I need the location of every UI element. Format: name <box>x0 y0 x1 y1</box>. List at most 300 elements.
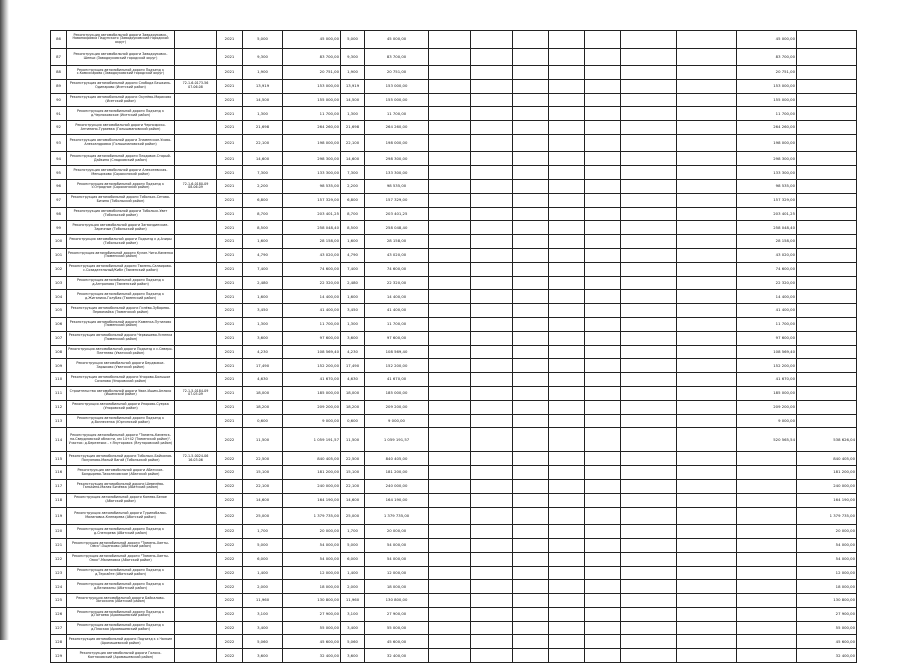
length-km: 0,600 <box>243 414 283 428</box>
empty-cell <box>585 580 621 594</box>
empty-cell <box>677 207 737 221</box>
empty-cell <box>677 276 737 290</box>
empty-cell <box>585 276 621 290</box>
length-km-2: 3,450 <box>341 304 365 318</box>
cost-2021: 74 600,00 <box>737 262 797 276</box>
registry-code <box>175 649 217 663</box>
empty-cell <box>471 480 513 494</box>
empty-cell <box>429 79 471 93</box>
empty-cell <box>549 93 585 107</box>
length-km: 3,600 <box>243 649 283 663</box>
cost-2022 <box>797 193 857 207</box>
road-name: Реконструкция автомобильной дороги Гилёво-Зубарево-Первомайка (Тюменский район) <box>67 304 175 318</box>
empty-cell <box>549 276 585 290</box>
total-cost: 9 000,00 <box>283 414 341 428</box>
road-name: Реконструкция автомобильной дороги Подъезд к д.Ачиры (Тобольский район) <box>67 235 175 249</box>
empty-cell <box>513 428 549 452</box>
empty-cell <box>429 249 471 263</box>
empty-cell <box>621 373 677 387</box>
empty-cell <box>677 93 737 107</box>
cost-2021: 20 751,00 <box>737 66 797 80</box>
cost-2021 <box>737 452 797 466</box>
table-row <box>51 552 857 566</box>
total-cost: 155 000,00 <box>283 93 341 107</box>
cost-2021: 28 158,00 <box>737 235 797 249</box>
empty-cell <box>513 414 549 428</box>
row-number: 126 <box>51 607 67 621</box>
year: 2022 <box>217 566 243 580</box>
empty-cell <box>677 180 737 194</box>
table-row <box>51 373 857 387</box>
cost-2021: 41 400,00 <box>737 304 797 318</box>
total-cost: 298 300,00 <box>283 152 341 166</box>
road-name: Реконструкция автомобильной дороги Подъезд к с.Отрадное (Сорокинский район) <box>67 180 175 194</box>
registry-code <box>175 466 217 480</box>
empty-cell <box>621 400 677 414</box>
row-number: 121 <box>51 538 67 552</box>
road-name: Реконструкция автомобильной дороги Подъезд к д.Потаева (Аромашевский район) <box>67 607 175 621</box>
length-km: 3,100 <box>243 607 283 621</box>
cost-2021 <box>737 493 797 507</box>
year: 2022 <box>217 594 243 608</box>
cost-2022: 54 000,00 <box>797 552 857 566</box>
table-row <box>51 607 857 621</box>
table-row <box>51 166 857 180</box>
empty-cell <box>585 290 621 304</box>
empty-cell <box>549 48 585 66</box>
empty-cell <box>621 193 677 207</box>
cost-2021 <box>737 621 797 635</box>
empty-cell <box>621 480 677 494</box>
empty-cell <box>429 290 471 304</box>
length-km: 22,500 <box>243 452 283 466</box>
empty-cell <box>549 249 585 263</box>
row-number: 98 <box>51 207 67 221</box>
empty-cell <box>513 452 549 466</box>
empty-cell <box>471 373 513 387</box>
empty-cell <box>513 607 549 621</box>
empty-cell <box>471 66 513 80</box>
cost-2021: 153 000,00 <box>737 79 797 93</box>
total-cost: 108 569,40 <box>283 345 341 359</box>
empty-cell <box>677 649 737 663</box>
row-number: 128 <box>51 635 67 649</box>
empty-cell <box>585 538 621 552</box>
length-km: 1,400 <box>243 566 283 580</box>
road-name: Реконструкция автомобильной дороги Подъезд к д.Велижаны (Абатский район) <box>67 580 175 594</box>
year: 2021 <box>217 221 243 235</box>
length-km: 14,500 <box>243 93 283 107</box>
year: 2021 <box>217 79 243 93</box>
empty-cell <box>677 31 737 49</box>
empty-cell <box>471 594 513 608</box>
cost-2022 <box>797 166 857 180</box>
row-number: 116 <box>51 466 67 480</box>
total-cost: 133 300,00 <box>283 166 341 180</box>
table-row <box>51 359 857 373</box>
length-km-2: 1,300 <box>341 318 365 332</box>
cost-2021: 152 200,00 <box>737 359 797 373</box>
table-row <box>51 331 857 345</box>
empty-cell <box>677 290 737 304</box>
total-cost: 45 600,00 <box>283 635 341 649</box>
cost-2021: 9 000,00 <box>737 414 797 428</box>
empty-cell <box>549 493 585 507</box>
registry-code <box>175 538 217 552</box>
empty-cell <box>513 107 549 121</box>
empty-cell <box>471 276 513 290</box>
empty-cell <box>585 466 621 480</box>
empty-cell <box>549 31 585 49</box>
cost-2021: 203 401,25 <box>737 207 797 221</box>
length-km-2: 22,100 <box>341 480 365 494</box>
table-row <box>51 452 857 466</box>
road-name: Реконструкция автомобильной дороги Бердюжье-Зарыково (Уватский район) <box>67 359 175 373</box>
empty-cell <box>513 493 549 507</box>
cost-2022 <box>797 276 857 290</box>
road-name: Реконструкция автомобильной дороги Тобольск-Байкалов-Полуяново-Малый Вагай (Тобольский район) <box>67 452 175 466</box>
empty-cell <box>549 193 585 207</box>
length-km: 15,100 <box>243 466 283 480</box>
length-km: 14,600 <box>243 152 283 166</box>
empty-cell <box>677 304 737 318</box>
length-km-2: 18,200 <box>341 400 365 414</box>
empty-cell <box>429 345 471 359</box>
length-km-2: 18,000 <box>341 387 365 401</box>
table-row <box>51 276 857 290</box>
cost-2021 <box>737 649 797 663</box>
empty-cell <box>549 235 585 249</box>
cost-2021 <box>737 507 797 525</box>
length-km: 18,200 <box>243 400 283 414</box>
empty-cell <box>429 566 471 580</box>
total-cost-2: 164 190,00 <box>365 493 429 507</box>
road-name: Реконструкция автомобильной дороги Плодовое-Старый-Дайкино (Сладковский район) <box>67 152 175 166</box>
cost-2021 <box>737 594 797 608</box>
registry-code: 72-1-6-0173-56 07.06.08 <box>175 79 217 93</box>
total-cost: 55 000,00 <box>283 621 341 635</box>
cost-2021: 97 600,00 <box>737 331 797 345</box>
empty-cell <box>513 400 549 414</box>
road-name: Реконструкция автомобильной дороги Червишево-Успенка (Тюменский район) <box>67 331 175 345</box>
empty-cell <box>621 621 677 635</box>
empty-cell <box>585 318 621 332</box>
length-km: 11,500 <box>243 428 283 452</box>
row-number: 95 <box>51 166 67 180</box>
table-row <box>51 621 857 635</box>
empty-cell <box>585 66 621 80</box>
table-row <box>51 635 857 649</box>
row-number: 111 <box>51 387 67 401</box>
row-number: 102 <box>51 262 67 276</box>
empty-cell <box>621 345 677 359</box>
year: 2021 <box>217 387 243 401</box>
empty-cell <box>585 180 621 194</box>
empty-cell <box>513 304 549 318</box>
row-number: 129 <box>51 649 67 663</box>
empty-cell <box>471 193 513 207</box>
total-cost-2: 209 200,00 <box>365 400 429 414</box>
cost-2022: 27 900,00 <box>797 607 857 621</box>
cost-2021: 14 400,00 <box>737 290 797 304</box>
cost-2022 <box>797 249 857 263</box>
cost-2021: 133 300,00 <box>737 166 797 180</box>
cost-2022 <box>797 107 857 121</box>
empty-cell <box>677 235 737 249</box>
total-cost-2: 1 059 191,57 <box>365 428 429 452</box>
empty-cell <box>513 387 549 401</box>
empty-cell <box>677 414 737 428</box>
empty-cell <box>677 373 737 387</box>
total-cost-2: 155 000,00 <box>365 93 429 107</box>
empty-cell <box>513 290 549 304</box>
empty-cell <box>429 452 471 466</box>
table-row <box>51 235 857 249</box>
road-name: Реконструкция автомобильной дороги Подъезд к д.Терсайте (Абатский район) <box>67 566 175 580</box>
empty-cell <box>585 649 621 663</box>
empty-cell <box>471 538 513 552</box>
empty-cell <box>621 207 677 221</box>
empty-cell <box>677 525 737 539</box>
total-cost: 1 379 735,00 <box>283 507 341 525</box>
empty-cell <box>621 221 677 235</box>
registry-code <box>175 400 217 414</box>
cost-2021 <box>737 635 797 649</box>
year: 2022 <box>217 452 243 466</box>
empty-cell <box>513 649 549 663</box>
table-row <box>51 480 857 494</box>
empty-cell <box>549 207 585 221</box>
length-km: 8,700 <box>243 207 283 221</box>
cost-2022 <box>797 414 857 428</box>
total-cost: 153 000,00 <box>283 79 341 93</box>
empty-cell <box>585 331 621 345</box>
length-km: 3,450 <box>243 304 283 318</box>
empty-cell <box>513 134 549 152</box>
row-number: 90 <box>51 93 67 107</box>
empty-cell <box>585 594 621 608</box>
year: 2022 <box>217 552 243 566</box>
empty-cell <box>513 276 549 290</box>
total-cost: 130 800,00 <box>283 594 341 608</box>
empty-cell <box>549 580 585 594</box>
empty-cell <box>471 121 513 135</box>
road-name: Реконструкция автомобильной дороги Туринобалки-Малиновка-Клепарева (Абатский район) <box>67 507 175 525</box>
total-cost-2: 45 600,00 <box>365 635 429 649</box>
empty-cell <box>621 166 677 180</box>
empty-cell <box>585 566 621 580</box>
cost-2021 <box>737 552 797 566</box>
cost-2021: 155 000,00 <box>737 93 797 107</box>
year: 2021 <box>217 331 243 345</box>
empty-cell <box>621 525 677 539</box>
year: 2021 <box>217 345 243 359</box>
table-row <box>51 79 857 93</box>
empty-cell <box>621 466 677 480</box>
total-cost: 157 329,00 <box>283 193 341 207</box>
empty-cell <box>429 235 471 249</box>
empty-cell <box>677 193 737 207</box>
empty-cell <box>471 493 513 507</box>
road-name: Реконструкция автомобильной дороги Подъезд к д.Вознесенка (Юргинский район) <box>67 414 175 428</box>
year: 2021 <box>217 373 243 387</box>
registry-code <box>175 621 217 635</box>
total-cost: 74 600,00 <box>283 262 341 276</box>
empty-cell <box>471 552 513 566</box>
cost-2022 <box>797 290 857 304</box>
empty-cell <box>677 152 737 166</box>
row-number: 86 <box>51 31 67 49</box>
road-name: Реконструкция автомобильной дороги Кулан-Чиги-Каменка (Тюменский район) <box>67 249 175 263</box>
cost-2022 <box>797 180 857 194</box>
empty-cell <box>429 121 471 135</box>
cost-2022 <box>797 235 857 249</box>
registry-code <box>175 594 217 608</box>
registry-code <box>175 507 217 525</box>
year: 2022 <box>217 580 243 594</box>
empty-cell <box>621 318 677 332</box>
road-name: Реконструкция автомобильной дороги Подъезд к д.Жиганиха-Голубая (Тюменский район) <box>67 290 175 304</box>
empty-cell <box>621 594 677 608</box>
empty-cell <box>471 290 513 304</box>
empty-cell <box>585 152 621 166</box>
empty-cell <box>585 635 621 649</box>
cost-2021 <box>737 566 797 580</box>
total-cost: 98 535,00 <box>283 180 341 194</box>
empty-cell <box>585 48 621 66</box>
empty-cell <box>585 107 621 121</box>
registry-code <box>175 152 217 166</box>
empty-cell <box>513 580 549 594</box>
empty-cell <box>429 276 471 290</box>
length-km-2: 8,700 <box>341 207 365 221</box>
empty-cell <box>585 262 621 276</box>
empty-cell <box>585 166 621 180</box>
total-cost: 41 670,00 <box>283 373 341 387</box>
length-km-2: 3,600 <box>341 331 365 345</box>
empty-cell <box>549 318 585 332</box>
year: 2021 <box>217 48 243 66</box>
road-name: Реконструкция автомобильной дороги Тобольск-Увет (Тобольский район) <box>67 207 175 221</box>
empty-cell <box>429 48 471 66</box>
table-row <box>51 649 857 663</box>
empty-cell <box>471 152 513 166</box>
length-km: 3,400 <box>243 621 283 635</box>
road-name: Реконструкция автомобильной дороги Слобода Бешкиль-Одинарово (Исетский район) <box>67 79 175 93</box>
empty-cell <box>677 262 737 276</box>
table-row <box>51 48 857 66</box>
empty-cell <box>471 93 513 107</box>
table-row <box>51 134 857 152</box>
length-km-2: 8,500 <box>341 221 365 235</box>
empty-cell <box>585 121 621 135</box>
empty-cell <box>585 428 621 452</box>
empty-cell <box>677 345 737 359</box>
table-row <box>51 594 857 608</box>
empty-cell <box>471 387 513 401</box>
empty-cell <box>429 262 471 276</box>
empty-cell <box>549 121 585 135</box>
empty-cell <box>549 387 585 401</box>
length-km-2: 0,600 <box>341 414 365 428</box>
road-name: Реконструкция автомобильной дороги Конево-Белое (Абатский район) <box>67 493 175 507</box>
empty-cell <box>677 48 737 66</box>
length-km: 18,000 <box>243 387 283 401</box>
total-cost-2: 11 700,00 <box>365 107 429 121</box>
empty-cell <box>621 359 677 373</box>
year: 2021 <box>217 318 243 332</box>
table-row <box>51 318 857 332</box>
empty-cell <box>677 566 737 580</box>
length-km-2: 6,000 <box>341 552 365 566</box>
total-cost-2: 54 000,00 <box>365 538 429 552</box>
empty-cell <box>513 262 549 276</box>
length-km: 2,200 <box>243 180 283 194</box>
registry-code <box>175 262 217 276</box>
row-number: 106 <box>51 318 67 332</box>
cost-2022: 538 626,04 <box>797 428 857 452</box>
cost-2022 <box>797 31 857 49</box>
length-km-2: 1,900 <box>341 66 365 80</box>
empty-cell <box>471 359 513 373</box>
empty-cell <box>585 193 621 207</box>
total-cost-2: 54 000,00 <box>365 552 429 566</box>
empty-cell <box>429 400 471 414</box>
empty-cell <box>677 387 737 401</box>
empty-cell <box>549 304 585 318</box>
empty-cell <box>621 414 677 428</box>
empty-cell <box>585 93 621 107</box>
road-name: Реконструкция автомобильной дороги Упорово-Большое Сазоново (Упоровский район) <box>67 373 175 387</box>
registry-code <box>175 31 217 49</box>
cost-2022 <box>797 93 857 107</box>
empty-cell <box>429 152 471 166</box>
empty-cell <box>549 331 585 345</box>
empty-cell <box>429 621 471 635</box>
cost-2022: 20 000,00 <box>797 525 857 539</box>
empty-cell <box>677 635 737 649</box>
length-km: 22,100 <box>243 480 283 494</box>
cost-2022 <box>797 304 857 318</box>
total-cost-2: 41 400,00 <box>365 304 429 318</box>
length-km-2: 6,800 <box>341 193 365 207</box>
length-km: 9,300 <box>243 48 283 66</box>
cost-2022 <box>797 79 857 93</box>
empty-cell <box>429 649 471 663</box>
length-km-2: 1,600 <box>341 235 365 249</box>
road-name: Реконструкция автомобильной дороги Подъезд к д.Снегирева (Абатский район) <box>67 525 175 539</box>
length-km-2: 1,300 <box>341 107 365 121</box>
empty-cell <box>549 452 585 466</box>
total-cost: 264 260,00 <box>283 121 341 135</box>
row-number: 113 <box>51 414 67 428</box>
row-number: 127 <box>51 621 67 635</box>
total-cost: 20 000,00 <box>283 525 341 539</box>
empty-cell <box>513 373 549 387</box>
empty-cell <box>585 525 621 539</box>
empty-cell <box>585 480 621 494</box>
empty-cell <box>549 134 585 152</box>
road-name: Реконструкция автомобильной дороги Каменка-Путилово (Тюменский район) <box>67 318 175 332</box>
total-cost-2: 181 200,00 <box>365 466 429 480</box>
empty-cell <box>471 262 513 276</box>
row-number: 120 <box>51 525 67 539</box>
total-cost: 32 400,00 <box>283 649 341 663</box>
table-row <box>51 290 857 304</box>
empty-cell <box>429 304 471 318</box>
empty-cell <box>677 428 737 452</box>
empty-cell <box>621 635 677 649</box>
